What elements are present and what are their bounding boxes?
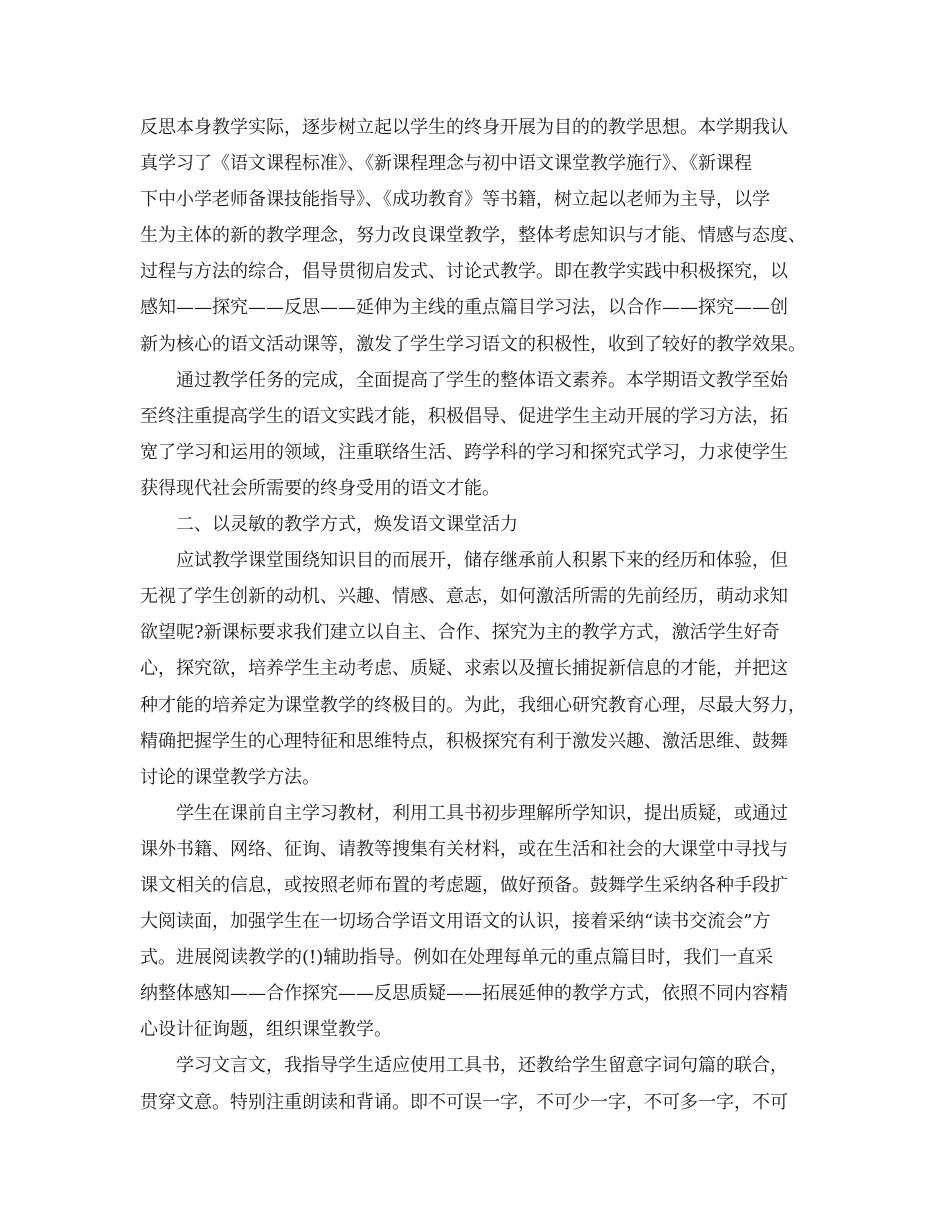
text-line: 心设计征询题，组织课堂教学。 bbox=[140, 1019, 392, 1041]
paragraph-first-line: 学生在课前自主学习教材，利用工具书初步理解所学知识，提出质疑，或通过 bbox=[176, 802, 788, 824]
text-line: 种才能的培养定为课堂教学的终极目的。为此，我细心研究教育心理，尽最大努力， bbox=[140, 694, 806, 716]
paragraph-first-line: 通过教学任务的完成，全面提高了学生的整体语文素养。本学期语文教学至始 bbox=[176, 369, 788, 391]
text-line: 下中小学老师备课技能指导》、《成功教育》等书籍，树立起以老师为主导，以学 bbox=[140, 189, 770, 211]
text-line: 纳整体感知——合作探究——反思质疑——拓展延伸的教学方式，依照不同内容精 bbox=[140, 983, 788, 1005]
paragraph-first-line: 二、以灵敏的教学方式，焕发语文课堂活力 bbox=[176, 514, 518, 536]
paragraph-first-line: 学习文言文，我指导学生适应使用工具书，还教给学生留意字词句篇的联合， bbox=[176, 1055, 788, 1077]
text-line: 课外书籍、网络、征询、请教等搜集有关材料，或在生活和社会的大课堂中寻找与 bbox=[140, 838, 788, 860]
text-line: 式。进展阅读教学的(!)辅助指导。例如在处理每单元的重点篇目时，我们一直采 bbox=[140, 947, 774, 969]
text-line: 获得现代社会所需要的终身受用的语文才能。 bbox=[140, 477, 500, 499]
text-line: 精确把握学生的心理特征和思维特点，积极探究有利于激发兴趣、激活思维、鼓舞 bbox=[140, 730, 788, 752]
text-line: 贯穿文意。特别注重朗读和背诵。即不可误一字，不可少一字，不可多一字，不可 bbox=[140, 1091, 788, 1113]
paragraph-first-line: 应试教学课堂围绕知识目的而展开，储存继承前人积累下来的经历和体验，但 bbox=[176, 550, 788, 572]
text-line: 无视了学生创新的动机、兴趣、情感、意志，如何激活所需的先前经历，萌动求知 bbox=[140, 586, 788, 608]
text-line: 课文相关的信息，或按照老师布置的考虑题，做好预备。鼓舞学生采纳各种手段扩 bbox=[140, 874, 788, 896]
text-line: 大阅读面，加强学生在一切场合学语文用语文的认识，接着采纳“读书交流会”方 bbox=[140, 911, 771, 933]
text-line: 新为核心的语文活动课等，激发了学生学习语文的积极性，收到了较好的教学效果。 bbox=[140, 333, 806, 355]
text-line: 至终注重提高学生的语文实践才能，积极倡导、促进学生主动开展的学习方法，拓 bbox=[140, 405, 788, 427]
text-line: 反思本身教学实际，逐步树立起以学生的终身开展为目的的教学思想。本学期我认 bbox=[140, 117, 788, 138]
text-line: 真学习了《语文课程标准》、《新课程理念与初中语文课堂教学施行》、《新课程 bbox=[140, 153, 752, 175]
text-line: 欲望呢?新课标要求我们建立以自主、合作、探究为主的教学方式，激活学生好奇 bbox=[140, 622, 780, 644]
text-line: 过程与方法的综合，倡导贯彻启发式、讨论式教学。即在教学实践中积极探究，以 bbox=[140, 261, 788, 283]
text-line: 生为主体的新的教学理念，努力改良课堂教学，整体考虑知识与才能、情感与态度、 bbox=[140, 225, 806, 247]
text-line: 宽了学习和运用的领域，注重联络生活、跨学科的学习和探究式学习，力求使学生 bbox=[140, 441, 788, 463]
text-line: 讨论的课堂教学方法。 bbox=[140, 766, 320, 788]
document-body bbox=[140, 110, 824, 1121]
text-line: 心，探究欲，培养学生主动考虑、质疑、求索以及擅长捕捉新信息的才能，并把这 bbox=[140, 658, 788, 680]
text-line: 感知——探究——反思——延伸为主线的重点篇目学习法，以合作——探究——创 bbox=[140, 297, 788, 319]
